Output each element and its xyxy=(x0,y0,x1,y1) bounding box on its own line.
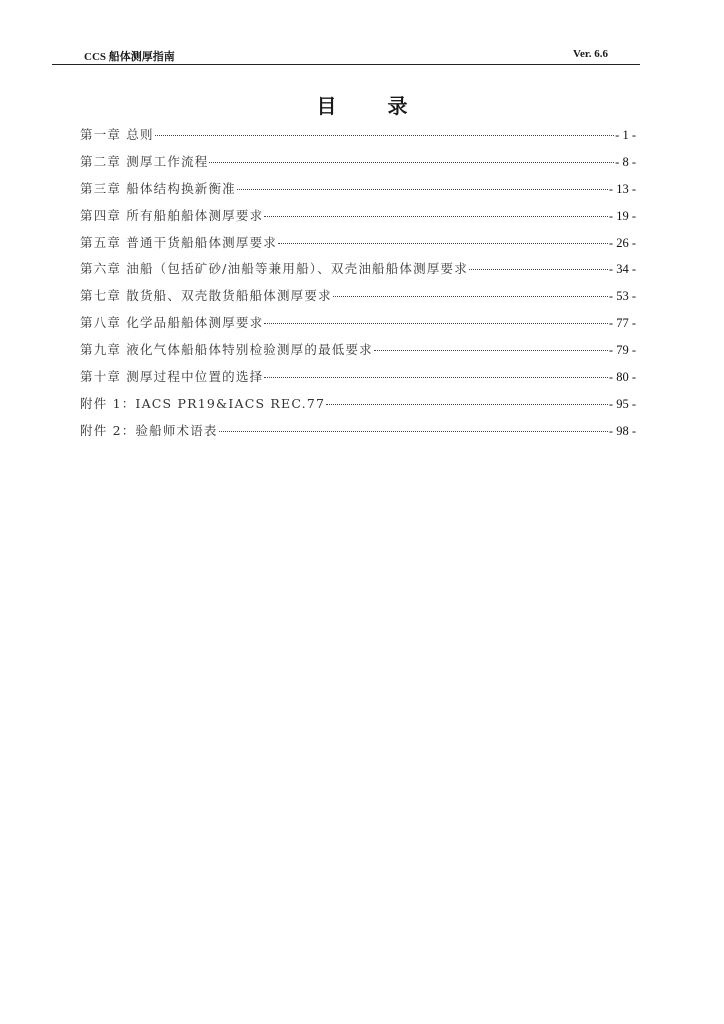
toc-entry-chapter-7[interactable] xyxy=(80,286,636,313)
toc-entry-page: - 53 - xyxy=(609,289,636,304)
toc-leader-dots xyxy=(155,135,614,136)
toc-entry-page: - 80 - xyxy=(609,370,636,385)
toc-entry-page: - 8 - xyxy=(615,155,636,170)
toc-entry-chapter-10[interactable] xyxy=(80,367,636,394)
page-header xyxy=(52,46,640,65)
toc-entry-label: 第九章 液化气体船船体特别检验测厚的最低要求 xyxy=(80,342,373,358)
header-version: Ver. 6.6 xyxy=(573,48,608,60)
toc-leader-dots xyxy=(219,431,608,432)
toc-entry-chapter-9[interactable] xyxy=(80,340,636,367)
toc-entry-chapter-2[interactable] xyxy=(80,152,636,179)
toc-entry-label: 第六章 油船（包括矿砂/油船等兼用船）、双壳油船船体测厚要求 xyxy=(80,261,468,277)
toc-entry-chapter-8[interactable] xyxy=(80,313,636,340)
toc-entry-label: 第八章 化学品船船体测厚要求 xyxy=(80,315,264,331)
toc-entry-label: 第四章 所有船舶船体测厚要求 xyxy=(80,207,264,223)
toc-entry-label: 第三章 船体结构换新衡准 xyxy=(80,180,236,196)
toc-leader-dots xyxy=(264,216,608,217)
toc-leader-dots xyxy=(469,269,608,270)
toc-entry-chapter-5[interactable] xyxy=(80,233,636,260)
toc-entry-page: - 34 - xyxy=(609,262,636,277)
toc-entry-appendix-2[interactable] xyxy=(80,421,636,448)
toc-leader-dots xyxy=(326,404,608,405)
toc-leader-dots xyxy=(237,189,608,190)
toc-entry-page: - 1 - xyxy=(615,128,636,143)
toc-entry-label: 第二章 测厚工作流程 xyxy=(80,153,209,169)
toc-entry-page: - 13 - xyxy=(609,182,636,197)
toc-entry-chapter-4[interactable] xyxy=(80,206,636,233)
toc-leader-dots xyxy=(374,350,608,351)
toc-entry-chapter-6[interactable] xyxy=(80,259,636,286)
toc-entry-page: - 98 - xyxy=(609,424,636,439)
table-of-contents xyxy=(80,125,636,448)
toc-entry-chapter-3[interactable] xyxy=(80,179,636,206)
toc-entry-appendix-1[interactable] xyxy=(80,394,636,421)
toc-entry-label: 第七章 散货船、双壳散货船船体测厚要求 xyxy=(80,288,332,304)
toc-title: 目 录 xyxy=(316,94,430,118)
toc-leader-dots xyxy=(209,162,614,163)
toc-entry-label: 第五章 普通干货船船体测厚要求 xyxy=(80,234,277,250)
toc-entry-chapter-1[interactable] xyxy=(80,125,636,152)
toc-leader-dots xyxy=(278,243,608,244)
toc-entry-label: 附件 2：验船师术语表 xyxy=(80,422,218,438)
header-document-title: CCS 船体测厚指南 xyxy=(84,51,175,63)
toc-entry-page: - 19 - xyxy=(609,209,636,224)
toc-entry-label: 第十章 测厚过程中位置的选择 xyxy=(80,369,264,385)
toc-entry-label: 第一章 总则 xyxy=(80,127,154,142)
toc-entry-page: - 79 - xyxy=(609,343,636,358)
toc-leader-dots xyxy=(264,323,608,324)
toc-leader-dots xyxy=(333,296,608,297)
toc-entry-page: - 95 - xyxy=(609,397,636,412)
toc-entry-label: 附件 1：IACS PR19&IACS REC.77 xyxy=(80,395,326,411)
toc-entry-page: - 26 - xyxy=(609,236,636,251)
toc-entry-page: - 77 - xyxy=(609,316,636,331)
toc-leader-dots xyxy=(264,377,608,378)
